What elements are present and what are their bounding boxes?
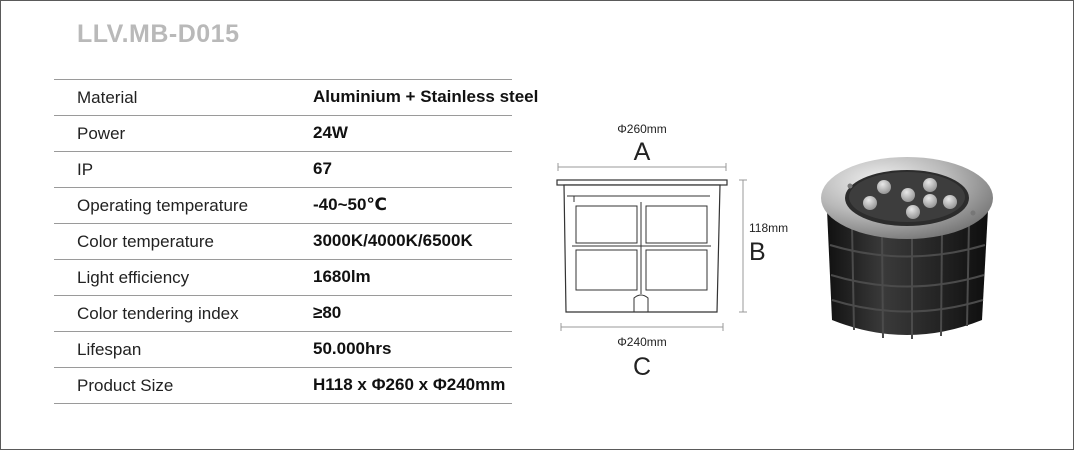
led-lens-icon xyxy=(877,180,891,194)
spec-label: Color tendering index xyxy=(77,304,239,323)
top-dimension-letter: A xyxy=(633,138,651,166)
product-photo xyxy=(812,150,1002,350)
side-dimension-label: 118mm xyxy=(749,221,789,235)
spec-row-material xyxy=(54,80,539,116)
led-lens-icon xyxy=(923,178,937,192)
spec-value: 50.000hrs xyxy=(313,339,392,358)
screw-icon xyxy=(848,184,853,189)
spec-table xyxy=(54,79,539,404)
spec-value: -40~50℃ xyxy=(313,195,387,214)
led-lens-icon xyxy=(906,205,920,219)
spec-label: Color temperature xyxy=(77,232,215,251)
spec-label: Lifespan xyxy=(77,340,142,359)
spec-label: Power xyxy=(77,124,126,143)
spec-value: H118 x Φ260 x Φ240mm xyxy=(313,375,506,394)
spec-value: 3000K/4000K/6500K xyxy=(313,231,473,250)
spec-row-color-rendering-index xyxy=(54,296,512,332)
spec-row-power xyxy=(54,116,512,152)
dimension-drawing xyxy=(545,110,805,385)
spec-row-lifespan xyxy=(54,332,512,368)
spec-label: Operating temperature xyxy=(77,196,249,215)
spec-row-ip xyxy=(54,152,512,188)
led-lens-icon xyxy=(901,188,915,202)
top-dimension-label: Φ260mm xyxy=(617,122,667,136)
spec-row-color-temperature xyxy=(54,224,512,260)
spec-row-light-efficiency xyxy=(54,260,512,296)
spec-row-operating-temperature xyxy=(54,188,512,224)
led-lens-icon xyxy=(923,194,937,208)
spec-value: 67 xyxy=(313,159,332,178)
fixture-top-flange xyxy=(557,180,727,185)
spec-label: Light efficiency xyxy=(77,268,190,287)
bottom-dimension-label: Φ240mm xyxy=(617,335,667,349)
spec-value: Aluminium + Stainless steel xyxy=(313,87,539,106)
spec-label: IP xyxy=(77,160,94,179)
spec-label: Product Size xyxy=(77,376,174,395)
spec-value: ≥80 xyxy=(313,303,342,322)
bottom-dimension-letter: C xyxy=(632,353,652,381)
spec-label: Material xyxy=(77,88,138,107)
spec-value: 1680lm xyxy=(313,267,371,286)
fixture-body-outline xyxy=(564,185,720,312)
led-lens-icon xyxy=(943,195,957,209)
screw-icon xyxy=(971,211,976,216)
led-lens-icon xyxy=(863,196,877,210)
spec-value: 24W xyxy=(313,123,348,142)
side-dimension-letter: B xyxy=(749,238,766,266)
product-model-title: LLV.MB-D015 xyxy=(77,20,240,48)
spec-row-product-size xyxy=(54,368,512,404)
